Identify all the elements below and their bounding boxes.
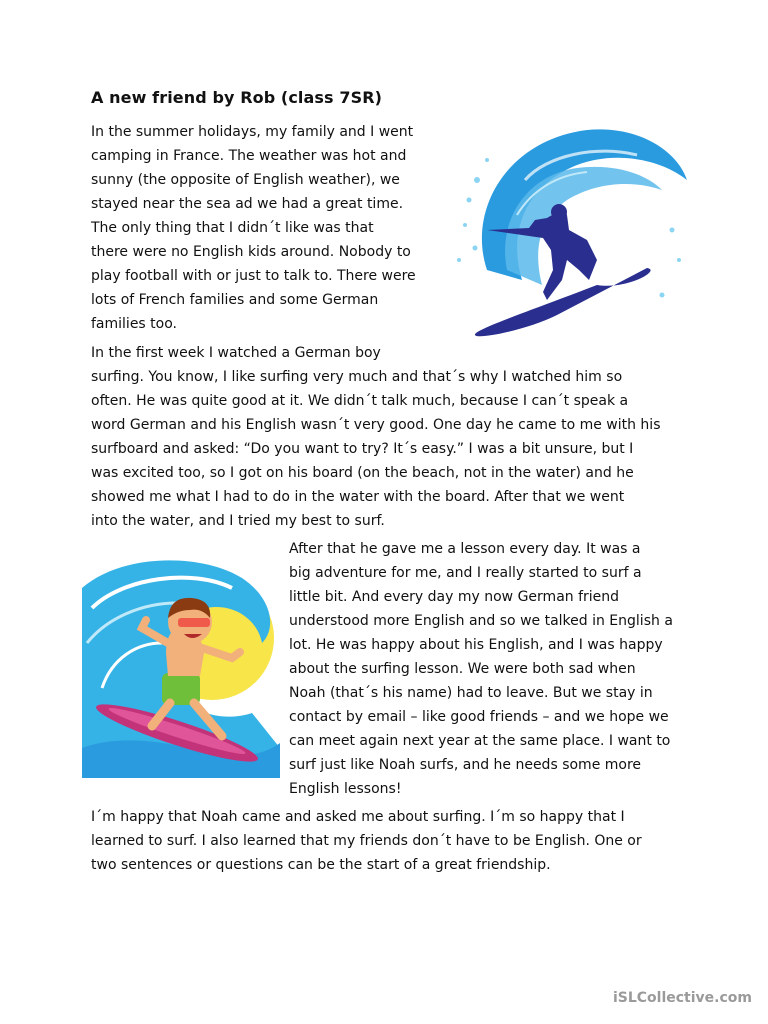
text-line: stayed near the sea ad we had a great time.	[91, 196, 404, 212]
text-line: Noah (that´s his name) had to leave. But we stay in	[289, 685, 653, 701]
text-line: I´m happy that Noah came and asked me about surfing. I´m so happy that I	[91, 809, 625, 825]
paragraph-4	[91, 805, 642, 877]
text-line: was excited too, so I got on his board (on the beach, not in the water) and he	[91, 465, 634, 481]
text-line: contact by email – like good friends – and we hope we	[289, 709, 669, 725]
text-line: into the water, and I tried my best to surf.	[91, 513, 385, 529]
text-line: can meet again next year at the same place. I want to	[289, 733, 671, 749]
text-line: learned to surf. I also learned that my friends don´t have to be English. One or	[91, 833, 642, 849]
text-line: little bit. And every day my now German friend	[289, 589, 620, 605]
text-line: play football with or just to talk to. There were	[91, 268, 416, 284]
watermark: iSLCollective.com	[612, 990, 752, 1006]
text-line: camping in France. The weather was hot and	[91, 148, 407, 164]
text-line: English lessons!	[289, 781, 402, 797]
paragraph-1	[91, 120, 416, 336]
paragraph-3	[289, 537, 673, 801]
text-line: big adventure for me, and I really started to surf a	[289, 565, 642, 581]
cartoon-boy-surfing-icon	[82, 548, 280, 778]
text-line: The only thing that I didn´t like was that	[91, 220, 374, 236]
text-line: families too.	[91, 316, 177, 332]
text-line: often. He was quite good at it. We didn´t talk much, because I can´t speak a	[91, 393, 629, 409]
text-line: showed me what I had to do in the water with the board. After that we went	[91, 489, 625, 505]
text-line: two sentences or questions can be the start of a great friendship.	[91, 857, 551, 873]
text-line: about the surfing lesson. We were both sad when	[289, 661, 636, 677]
text-line: In the summer holidays, my family and I went	[91, 124, 414, 140]
paragraph-2	[91, 341, 661, 533]
text-line: In the first week I watched a German boy	[91, 345, 381, 361]
text-line: lot. He was happy about his English, and I was happy	[289, 637, 663, 653]
text-line: sunny (the opposite of English weather), we	[91, 172, 400, 188]
text-line: lots of French families and some German	[91, 292, 379, 308]
text-line: understood more English and so we talked in English a	[289, 613, 673, 629]
surfer-silhouette-wave-icon	[447, 120, 692, 350]
text-line: there were no English kids around. Nobody to	[91, 244, 411, 260]
text-line: surfing. You know, I like surfing very much and that´s why I watched him so	[91, 369, 623, 385]
text-line: surf just like Noah surfs, and he needs some more	[289, 757, 642, 773]
text-line: surfboard and asked: “Do you want to try? It´s easy.” I was a bit unsure, but I	[91, 441, 634, 457]
text-line: word German and his English wasn´t very good. One day he came to me with his	[91, 417, 661, 433]
page-title: A new friend by Rob (class 7SR)	[91, 88, 383, 107]
text-line: After that he gave me a lesson every day. It was a	[289, 541, 641, 557]
